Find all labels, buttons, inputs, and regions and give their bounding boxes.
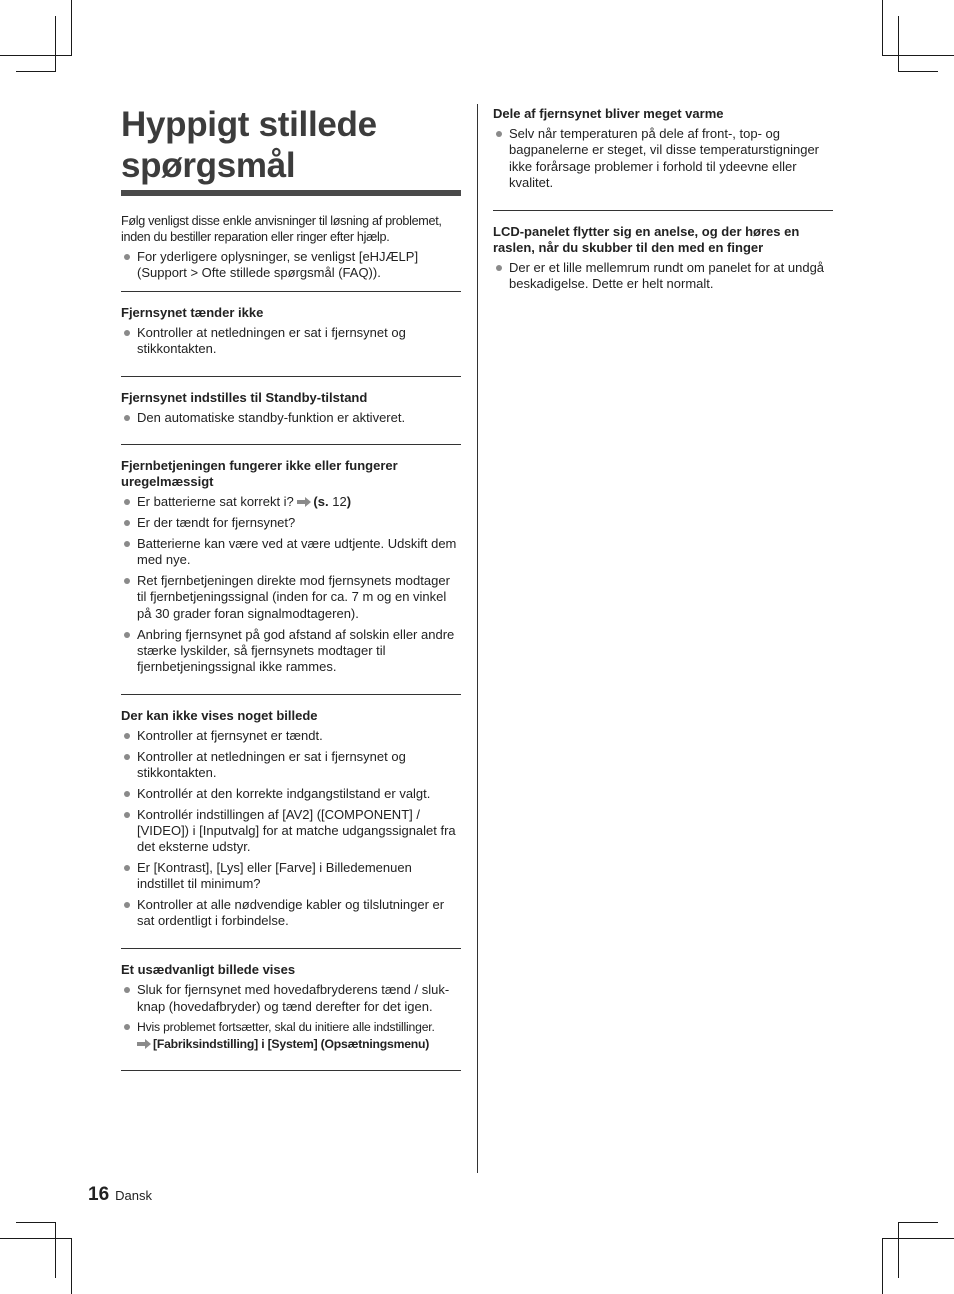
page-reference-close: ) [346,494,352,510]
crop-mark [882,55,954,56]
right-column [493,106,833,311]
crop-mark [898,1222,938,1223]
list-item [121,1019,461,1052]
list-item: Kontroller at fjernsynet er tændt. [121,728,461,744]
list-item: Ret fjernbetjeningen direkte mod fjernsynets modtager til fjernbetjeningssignal (inden for ca. 7 m og en vinkel på 30 grader foran signalmodtageren). [121,573,461,622]
title-underline [121,190,461,196]
faq-section-remote [121,445,461,693]
faq-question: Fjernsynet indstilles til Standby-tilstand [121,389,368,405]
crop-mark [0,55,72,56]
page-title-line2: spørgsmål [121,146,296,185]
faq-section-standby [121,377,461,445]
list-item: Kontroller at alle nødvendige kabler og tilslutninger er sat ordentligt i forbindelse. [121,897,461,930]
faq-section-unusual-picture [121,949,461,1070]
list-item: Selv når temperaturen på dele af front-, top- og bagpanelerne er steget, vil disse temperaturstigninger ikke forårsage problemer i forhold til ydeevne eller kvalitet. [493,126,833,191]
menu-path: [Fabriksindstilling] i [System] (Opsætningsmenu) [153,1036,430,1051]
faq-section-hot-parts [493,106,833,210]
intro-bullet-list [121,249,461,282]
list-item: Sluk for fjernsynet med hovedafbryderens tænd / sluk-knap (hovedafbryder) og tænd derefter for det igen. [121,982,461,1015]
faq-answer-list [121,410,461,426]
faq-question: LCD-panelet flytter sig en anelse, og der høres en raslen, når du skubber til den med en finger [493,223,800,255]
list-item: Anbring fjernsynet på god afstand af solskin eller andre stærke lyskilder, så fjernsynets modtager til fjernbetjeningssignal ikke rammes. [121,627,461,676]
crop-mark [55,16,56,72]
arrow-right-icon [297,497,311,507]
list-item: Den automatiske standby-funktion er aktiveret. [121,410,461,426]
crop-mark [898,71,938,72]
faq-question: Fjernbetjeningen fungerer ikke eller fungerer uregelmæssigt [121,458,398,490]
list-item: Der er et lille mellemrum rundt om panelet for at undgå beskadigelse. Dette er helt normalt. [493,260,833,293]
faq-section-no-picture [121,695,461,948]
faq-question: Dele af fjernsynet bliver meget varme [493,106,724,121]
page-title [121,104,461,186]
crop-mark [16,1222,56,1223]
list-item: Er der tændt for fjernsynet? [121,515,461,531]
crop-mark [882,1238,883,1294]
list-item: Batterierne kan være ved at være udtjente. Udskift dem med nye. [121,536,461,569]
page-reference-number: 12 [332,494,347,510]
intro-text: Følg venligst disse enkle anvisninger til løsning af problemet, inden du bestiller reparation eller ringer efter hjælp. [121,214,442,244]
faq-answer-list [121,728,461,930]
crop-mark [882,0,883,56]
page-number: 16 [88,1184,110,1205]
list-item: Kontrollér at den korrekte indgangstilstand er valgt. [121,786,461,802]
faq-answer-list [493,260,833,293]
left-column [121,104,461,1071]
crop-mark [0,1238,72,1239]
faq-question: Et usædvanligt billede vises [121,962,296,978]
crop-mark [71,0,72,56]
page-footer [88,1184,152,1206]
column-divider [477,104,478,1173]
faq-answer-list [121,494,461,675]
list-item: Kontrollér indstillingen af [AV2] ([COMPONENT] / [VIDEO]) i [Inputvalg] for at matche udgangssignalet fra det eksterne udstyr. [121,807,461,856]
crop-mark [55,1222,56,1278]
crop-mark [882,1238,954,1239]
list-item [121,494,461,510]
faq-question: Der kan ikke vises noget billede [121,707,318,723]
list-item: For yderligere oplysninger, se venligst [eHJÆLP] (Support > Ofte stillede spørgsmål (FAQ)). [121,249,461,282]
list-item-text: Hvis problemet fortsætter, skal du initiere alle indstillinger. [137,1020,435,1035]
faq-section-lcd-panel [493,211,833,311]
page-title-line1: Hyppigt stillede [121,105,377,144]
crop-mark [898,1222,899,1278]
faq-answer-list [493,126,833,191]
crop-mark [71,1238,72,1294]
section-divider [121,1070,461,1071]
crop-mark [898,16,899,72]
faq-answer-list [121,982,461,1052]
list-item: Er [Kontrast], [Lys] eller [Farve] i Billedemenuen indstillet til minimum? [121,860,461,893]
list-item-text: Er batterierne sat korrekt i? [137,494,294,510]
list-item: Kontroller at netledningen er sat i fjernsynet og stikkontakten. [121,749,461,782]
faq-section-tv-not-on [121,292,461,376]
faq-question: Fjernsynet tænder ikke [121,304,264,320]
page-reference [313,494,351,509]
page-reference-open: (s. [313,494,329,510]
language-label: Dansk [115,1188,152,1203]
list-item: Kontroller at netledningen er sat i fjernsynet og stikkontakten. [121,325,461,358]
crop-mark [16,71,56,72]
faq-answer-list [121,325,461,358]
arrow-right-icon [137,1039,151,1049]
